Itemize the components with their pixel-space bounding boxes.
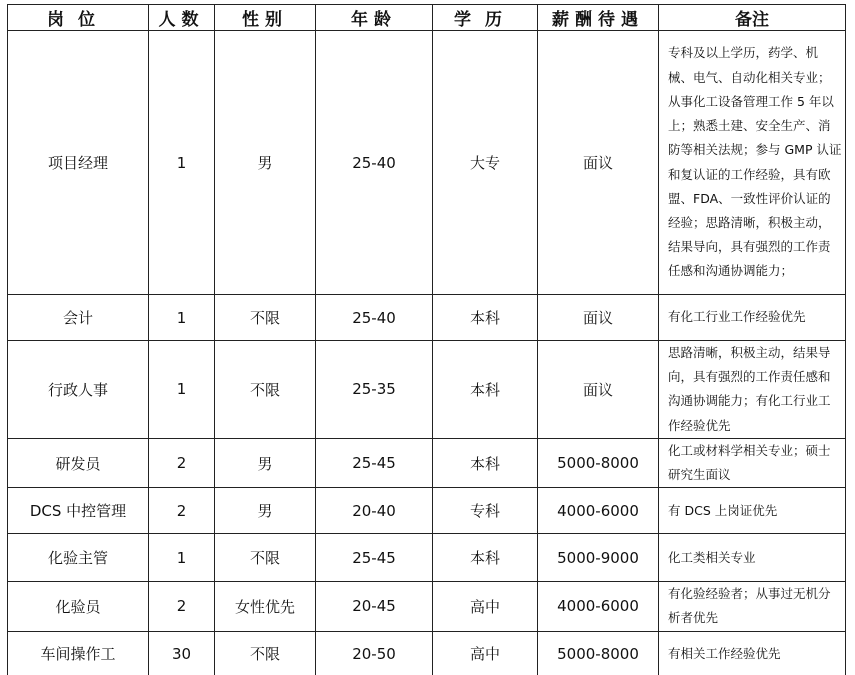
cell-salary: 5000-8000: [538, 631, 659, 675]
cell-age: 20-50: [316, 631, 433, 675]
table-body: [8, 31, 846, 675]
cell-notes: 思路清晰，积极主动，结果导向，具有强烈的工作责任感和沟通协调能力；有化工行业工作经验优先: [659, 341, 846, 439]
header-gender: 性别: [215, 5, 316, 31]
table-header: [8, 5, 846, 31]
cell-notes: 有化工行业工作经验优先: [659, 295, 846, 341]
cell-education: 专科: [433, 488, 538, 534]
cell-gender: 不限: [215, 534, 316, 582]
cell-count: 30: [149, 631, 215, 675]
cell-notes: 有化验经验者；从事过无机分析者优先: [659, 582, 846, 631]
cell-gender: 不限: [215, 295, 316, 341]
header-row: [8, 5, 846, 31]
cell-education: 高中: [433, 582, 538, 631]
cell-age: 25-40: [316, 295, 433, 341]
cell-count: 1: [149, 31, 215, 295]
header-age: 年龄: [316, 5, 433, 31]
cell-position: 会计: [8, 295, 149, 341]
table-row: [8, 582, 846, 631]
cell-position: 化验员: [8, 582, 149, 631]
header-salary: 薪酬待遇: [538, 5, 659, 31]
cell-count: 1: [149, 534, 215, 582]
cell-salary: 5000-8000: [538, 438, 659, 487]
table-row: [8, 534, 846, 582]
cell-salary: 面议: [538, 341, 659, 439]
header-position: 岗位: [8, 5, 149, 31]
cell-notes: 化工类相关专业: [659, 534, 846, 582]
cell-salary: 面议: [538, 295, 659, 341]
cell-gender: 男: [215, 488, 316, 534]
cell-count: 2: [149, 438, 215, 487]
cell-gender: 不限: [215, 631, 316, 675]
cell-gender: 男: [215, 438, 316, 487]
cell-education: 高中: [433, 631, 538, 675]
cell-position: 项目经理: [8, 31, 149, 295]
cell-education: 本科: [433, 341, 538, 439]
table-row: [8, 631, 846, 675]
cell-education: 本科: [433, 534, 538, 582]
cell-gender: 男: [215, 31, 316, 295]
table-row: [8, 438, 846, 487]
header-notes: 备注: [659, 5, 846, 31]
table-row: [8, 31, 846, 295]
table-row: [8, 341, 846, 439]
cell-salary: 面议: [538, 31, 659, 295]
cell-salary: 4000-6000: [538, 488, 659, 534]
cell-count: 1: [149, 341, 215, 439]
cell-gender: 不限: [215, 341, 316, 439]
cell-salary: 5000-9000: [538, 534, 659, 582]
cell-notes: 化工或材料学相关专业；硕士研究生面议: [659, 438, 846, 487]
cell-age: 25-45: [316, 534, 433, 582]
table-row: [8, 295, 846, 341]
cell-age: 25-40: [316, 31, 433, 295]
cell-education: 本科: [433, 295, 538, 341]
cell-notes: 专科及以上学历，药学、机械、电气、自动化相关专业；从事化工设备管理工作 5 年以上；熟悉土建、安全生产、消防等相关法规；参与 GMP 认证和复认证的工作经验，具有欧盟、FDA、一致性评价认证的经验；思路清晰，积极主动，结果导向，具有强烈的工作责任感和沟通协调能力；: [659, 31, 846, 295]
recruitment-table: [7, 4, 846, 675]
cell-count: 2: [149, 488, 215, 534]
cell-education: 本科: [433, 438, 538, 487]
header-education: 学历: [433, 5, 538, 31]
cell-age: 25-45: [316, 438, 433, 487]
table-row: [8, 488, 846, 534]
cell-age: 20-40: [316, 488, 433, 534]
cell-age: 20-45: [316, 582, 433, 631]
cell-count: 1: [149, 295, 215, 341]
cell-position: 化验主管: [8, 534, 149, 582]
cell-position: DCS 中控管理: [8, 488, 149, 534]
cell-position: 车间操作工: [8, 631, 149, 675]
cell-position: 行政人事: [8, 341, 149, 439]
cell-salary: 4000-6000: [538, 582, 659, 631]
cell-notes: 有相关工作经验优先: [659, 631, 846, 675]
cell-age: 25-35: [316, 341, 433, 439]
cell-position: 研发员: [8, 438, 149, 487]
cell-gender: 女性优先: [215, 582, 316, 631]
cell-count: 2: [149, 582, 215, 631]
header-count: 人数: [149, 5, 215, 31]
cell-notes: 有 DCS 上岗证优先: [659, 488, 846, 534]
cell-education: 大专: [433, 31, 538, 295]
